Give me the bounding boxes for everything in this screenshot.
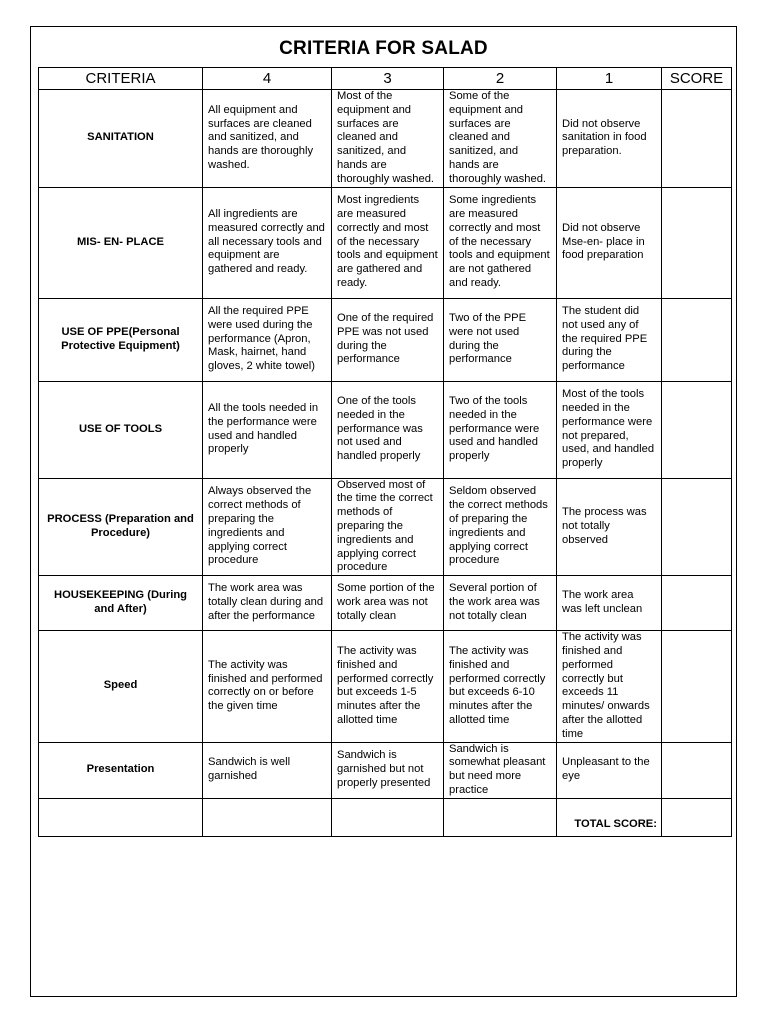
level-2-cell: Two of the tools needed in the performance were used and handled properly bbox=[444, 381, 557, 478]
criteria-cell: SANITATION bbox=[39, 90, 203, 188]
score-cell[interactable] bbox=[662, 187, 732, 298]
criteria-cell: PROCESS (Preparation and Procedure) bbox=[39, 478, 203, 576]
level-4-cell: Always observed the correct methods of preparing the ingredients and applying correct procedure bbox=[203, 478, 332, 576]
level-2-cell: Seldom observed the correct methods of preparing the ingredients and applying correct procedure bbox=[444, 478, 557, 576]
level-2-cell: Some ingredients are measured correctly and most of the necessary tools and equipment are not gathered and ready. bbox=[444, 187, 557, 298]
level-3-cell: One of the tools needed in the performance was not used and handled properly bbox=[332, 381, 444, 478]
criteria-cell: HOUSEKEEPING (During and After) bbox=[39, 576, 203, 631]
header-criteria: CRITERIA bbox=[39, 68, 203, 90]
criteria-cell: Presentation bbox=[39, 742, 203, 798]
score-cell[interactable] bbox=[662, 742, 732, 798]
score-cell[interactable] bbox=[662, 478, 732, 576]
level-3-cell: Observed most of the time the correct methods of preparing the ingredients and applying correct procedure bbox=[332, 478, 444, 576]
header-score: SCORE bbox=[662, 68, 732, 90]
level-1-cell: Did not observe Mse-en- place in food preparation bbox=[557, 187, 662, 298]
table-row bbox=[39, 298, 732, 381]
level-1-cell: The process was not totally observed bbox=[557, 478, 662, 576]
table-row bbox=[39, 381, 732, 478]
score-cell[interactable] bbox=[662, 631, 732, 742]
level-4-cell: Sandwich is well garnished bbox=[203, 742, 332, 798]
score-cell[interactable] bbox=[662, 381, 732, 478]
table-row bbox=[39, 90, 732, 188]
criteria-cell: USE OF PPE(Personal Protective Equipment) bbox=[39, 298, 203, 381]
level-3-cell: Most ingredients are measured correctly and most of the necessary tools and equipment are gathered and ready. bbox=[332, 187, 444, 298]
header-level-1: 1 bbox=[557, 68, 662, 90]
level-2-cell: The activity was finished and performed correctly but exceeds 6-10 minutes after the allotted time bbox=[444, 631, 557, 742]
level-3-cell: The activity was finished and performed correctly but exceeds 1-5 minutes after the allotted time bbox=[332, 631, 444, 742]
criteria-cell: Speed bbox=[39, 631, 203, 742]
level-1-cell: Most of the tools needed in the performance were not prepared, used, and handled properly bbox=[557, 381, 662, 478]
blank-cell bbox=[444, 798, 557, 836]
level-3-cell: Sandwich is garnished but not properly presented bbox=[332, 742, 444, 798]
score-cell[interactable] bbox=[662, 298, 732, 381]
level-1-cell: The activity was finished and performed correctly but exceeds 11 minutes/ onwards after the allotted time bbox=[557, 631, 662, 742]
criteria-cell: MIS- EN- PLACE bbox=[39, 187, 203, 298]
header-row bbox=[39, 68, 732, 90]
level-1-cell: The student did not used any of the required PPE during the performance bbox=[557, 298, 662, 381]
header-level-2: 2 bbox=[444, 68, 557, 90]
level-1-cell: Did not observe sanitation in food preparation. bbox=[557, 90, 662, 188]
score-cell[interactable] bbox=[662, 576, 732, 631]
level-4-cell: All equipment and surfaces are cleaned and sanitized, and hands are thoroughly washed. bbox=[203, 90, 332, 188]
level-2-cell: Several portion of the work area was not totally clean bbox=[444, 576, 557, 631]
blank-cell bbox=[203, 798, 332, 836]
total-row bbox=[39, 798, 732, 836]
criteria-cell: USE OF TOOLS bbox=[39, 381, 203, 478]
table-row bbox=[39, 478, 732, 576]
table-row bbox=[39, 742, 732, 798]
total-score-cell[interactable] bbox=[662, 798, 732, 836]
document-title: CRITERIA FOR SALAD bbox=[279, 38, 488, 59]
level-3-cell: Some portion of the work area was not totally clean bbox=[332, 576, 444, 631]
total-score-label: TOTAL SCORE: bbox=[557, 798, 662, 836]
header-level-3: 3 bbox=[332, 68, 444, 90]
table-row bbox=[39, 576, 732, 631]
score-cell[interactable] bbox=[662, 90, 732, 188]
level-3-cell: Most of the equipment and surfaces are cleaned and sanitized, and hands are thoroughly washed. bbox=[332, 90, 444, 188]
level-2-cell: Some of the equipment and surfaces are cleaned and sanitized, and hands are thoroughly washed. bbox=[444, 90, 557, 188]
level-1-cell: Unpleasant to the eye bbox=[557, 742, 662, 798]
table-row bbox=[39, 187, 732, 298]
level-2-cell: Sandwich is somewhat pleasant but need more practice bbox=[444, 742, 557, 798]
level-4-cell: All the tools needed in the performance were used and handled properly bbox=[203, 381, 332, 478]
level-2-cell: Two of the PPE were not used during the performance bbox=[444, 298, 557, 381]
level-4-cell: The work area was totally clean during and after the performance bbox=[203, 576, 332, 631]
table-row bbox=[39, 631, 732, 742]
level-4-cell: All the required PPE were used during the performance (Apron, Mask, hairnet, hand gloves, 2 white towel) bbox=[203, 298, 332, 381]
rubric-table bbox=[38, 67, 732, 837]
level-1-cell: The work area was left unclean bbox=[557, 576, 662, 631]
blank-cell bbox=[39, 798, 203, 836]
header-level-4: 4 bbox=[203, 68, 332, 90]
blank-cell bbox=[332, 798, 444, 836]
level-4-cell: All ingredients are measured correctly and all necessary tools and equipment are gathered and ready. bbox=[203, 187, 332, 298]
level-3-cell: One of the required PPE was not used during the performance bbox=[332, 298, 444, 381]
level-4-cell: The activity was finished and performed correctly on or before the given time bbox=[203, 631, 332, 742]
